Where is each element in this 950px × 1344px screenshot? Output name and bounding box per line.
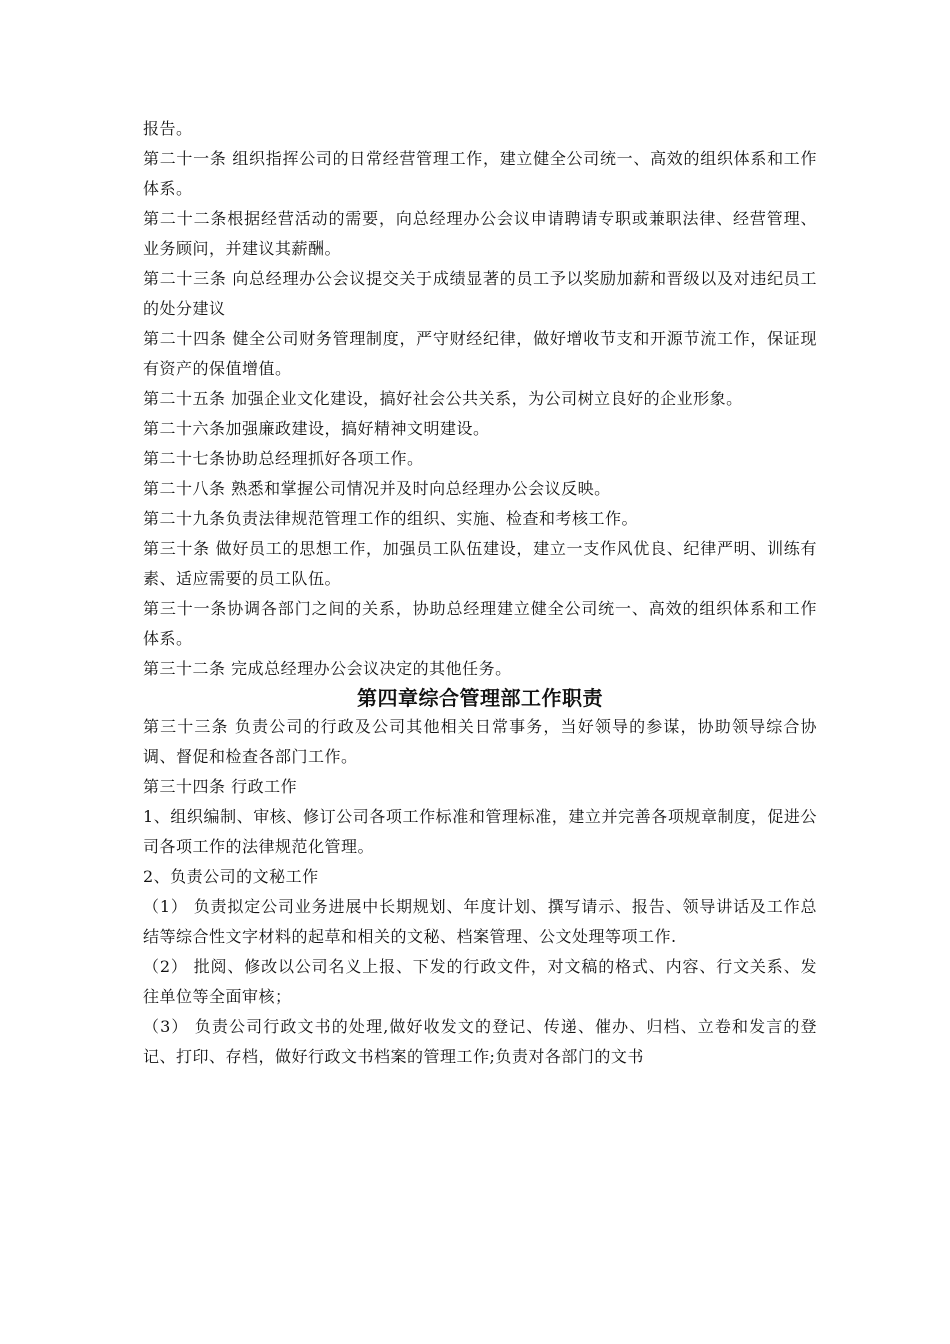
article-32: 第三十二条 完成总经理办公会议决定的其他任务。 — [143, 659, 512, 678]
article-25: 第二十五条 加强企业文化建设，搞好社会公共关系，为公司树立良好的企业形象。 — [143, 389, 743, 408]
article-26: 第二十六条加强廉政建设，搞好精神文明建设。 — [143, 419, 490, 438]
list-item: 2、负责公司的文秘工作 — [143, 867, 319, 886]
sub-list-item: （3） 负责公司行政文书的处理,做好收发文的登记、传递、催办、归档、立卷和发言的登记、打印、存档，做好行政文书档案的管理工作;负责对各部门的文书 — [143, 1017, 817, 1066]
list-item: 1、组织编制、审核、修订公司各项工作标准和管理标准，建立并完善各项规章制度，促进公司各项工作的法律规范化管理。 — [143, 807, 817, 856]
article-24: 第二十四条 健全公司财务管理制度，严守财经纪律，做好增收节支和开源节流工作，保证现有资产的保值增值。 — [143, 329, 817, 378]
article-34: 第三十四条 行政工作 — [143, 777, 298, 796]
article-22: 第二十二条根据经营活动的需要，向总经理办公会议申请聘请专职或兼职法律、经营管理、业务顾问，并建议其薪酬。 — [143, 209, 817, 258]
article-29: 第二十九条负责法律规范管理工作的组织、实施、检查和考核工作。 — [143, 509, 639, 528]
document-body — [143, 114, 817, 1072]
article-23: 第二十三条 向总经理办公会议提交关于成绩显著的员工予以奖励加薪和晋级以及对违纪员工的处分建议 — [143, 269, 817, 318]
article-21: 第二十一条 组织指挥公司的日常经营管理工作，建立健全公司统一、高效的组织体系和工作体系。 — [143, 149, 817, 198]
article-27: 第二十七条协助总经理抓好各项工作。 — [143, 449, 424, 468]
paragraph: 报告。 — [143, 119, 193, 138]
article-31: 第三十一条协调各部门之间的关系，协助总经理建立健全公司统一、高效的组织体系和工作体系。 — [143, 599, 817, 648]
chapter-title: 第四章综合管理部工作职责 — [357, 686, 603, 710]
article-30: 第三十条 做好员工的思想工作，加强员工队伍建设，建立一支作风优良、纪律严明、训练有素、适应需要的员工队伍。 — [143, 539, 817, 588]
sub-list-item: （1） 负责拟定公司业务进展中长期规划、年度计划、撰写请示、报告、领导讲话及工作总结等综合性文字材料的起草和相关的文秘、档案管理、公文处理等项工作. — [143, 897, 817, 946]
article-28: 第二十八条 熟悉和掌握公司情况并及时向总经理办公会议反映。 — [143, 479, 611, 498]
article-33: 第三十三条 负责公司的行政及公司其他相关日常事务，当好领导的参谋，协助领导综合协调、督促和检查各部门工作。 — [143, 717, 817, 766]
sub-list-item: （2） 批阅、修改以公司名义上报、下发的行政文件，对文稿的格式、内容、行文关系、发往单位等全面审核； — [143, 957, 817, 1006]
